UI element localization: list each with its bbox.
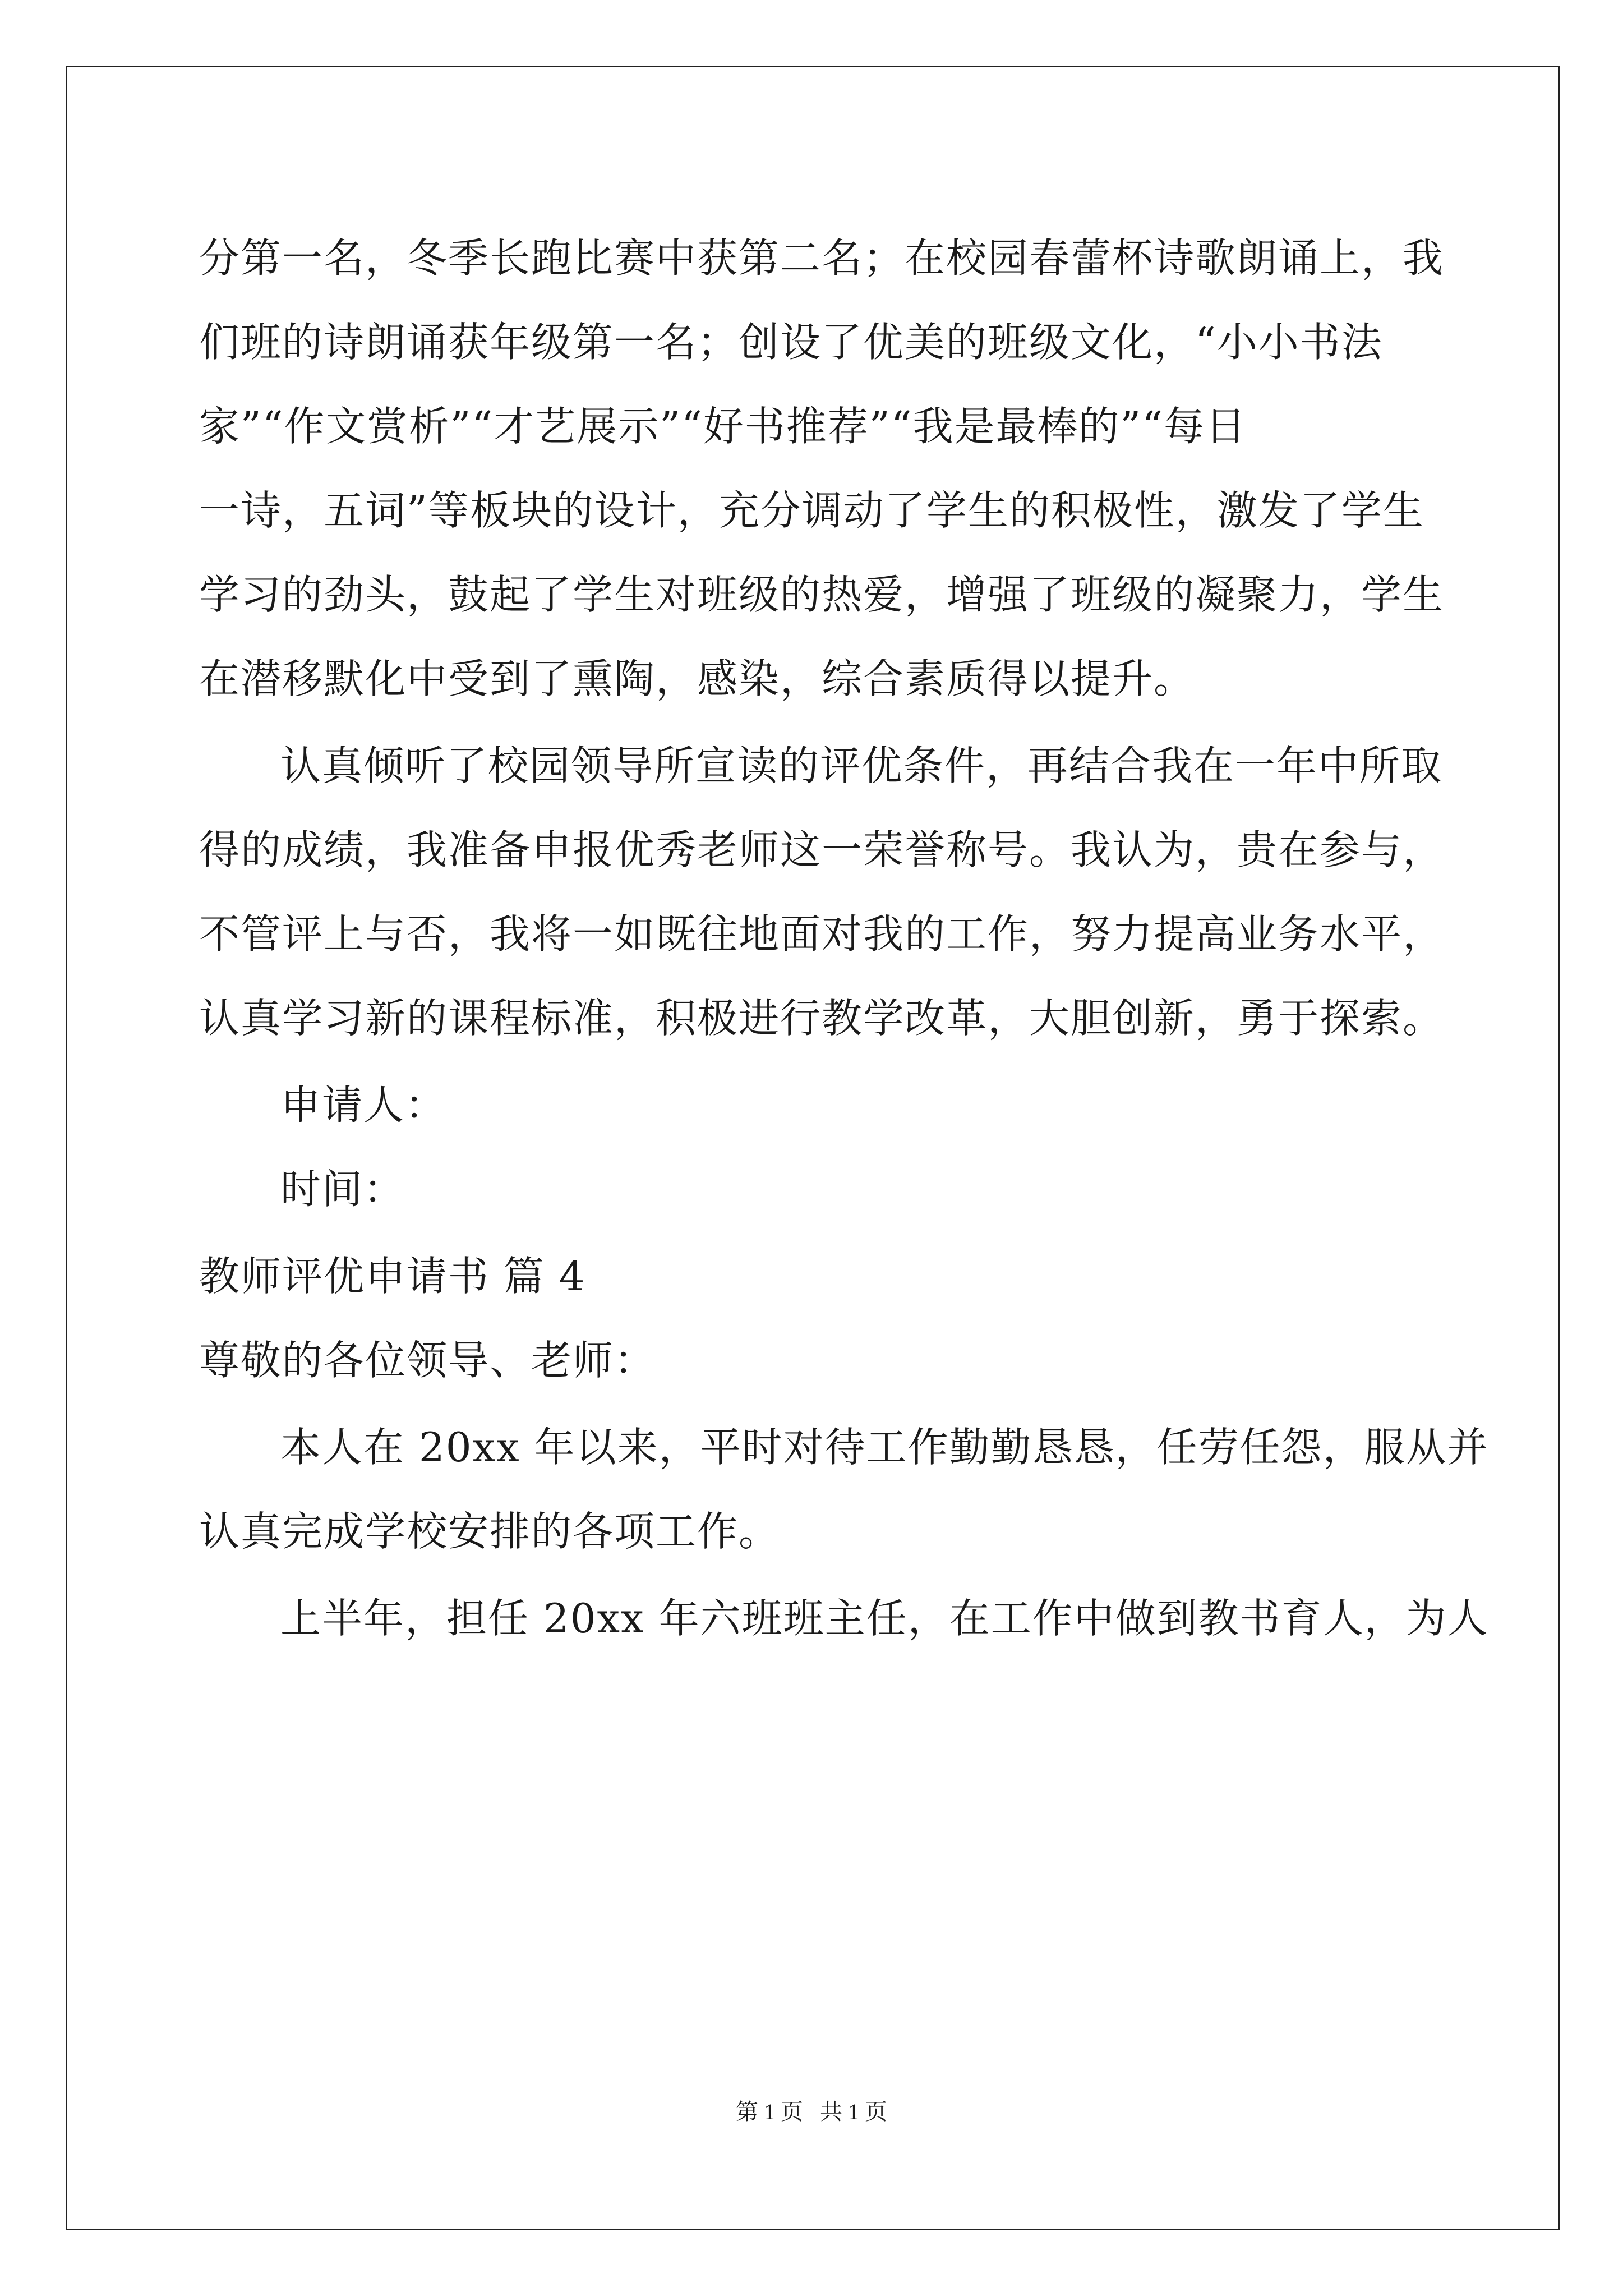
paragraph-start-line: 本人在 20xx 年以来，平时对待工作勤勤恳恳，任劳任怨，服从并 — [280, 1424, 1489, 1471]
body-line: 一诗，五词”等板块的设计，充分调动了学生的积极性，激发了学生 — [199, 487, 1424, 534]
page-number: 第 1 页 — [736, 2099, 803, 2124]
body-line: 们班的诗朗诵获年级第一名；创设了优美的班级文化，“小小书法 — [199, 319, 1383, 366]
page-footer — [0, 2095, 1623, 2129]
paragraph-start-line: 上半年，担任 20xx 年六班班主任，在工作中做到教书育人，为人 — [280, 1595, 1489, 1642]
date-label: 时间： — [280, 1166, 405, 1213]
body-line: 分第一名，冬季长跑比赛中获第二名；在校园春蕾杯诗歌朗诵上，我 — [199, 234, 1445, 282]
body-line: 家”“作文赏析”“才艺展示”“好书推荐”“我是最棒的”“每日 — [199, 403, 1247, 450]
salutation: 尊敬的各位领导、老师： — [199, 1337, 656, 1384]
body-line: 在潜移默化中受到了熏陶，感染，综合素质得以提升。 — [199, 655, 1196, 702]
page-total: 共 1 页 — [820, 2099, 887, 2124]
body-line: 不管评上与否，我将一如既往地面对我的工作，努力提高业务水平， — [199, 910, 1445, 958]
body-line: 得的成绩，我准备申报优秀老师这一荣誉称号。我认为，贵在参与， — [199, 826, 1445, 873]
body-line: 学习的劲头，鼓起了学生对班级的热爱，增强了班级的凝聚力，学生 — [199, 571, 1445, 618]
body-line: 认真学习新的课程标准，积极进行教学改革，大胆创新，勇于探索。 — [199, 995, 1445, 1042]
section-heading: 教师评优申请书 篇 4 — [199, 1253, 586, 1300]
body-line: 认真完成学校安排的各项工作。 — [199, 1508, 781, 1555]
applicant-label: 申请人： — [280, 1082, 447, 1129]
paragraph-start-line: 认真倾听了校园领导所宣读的评优条件，再结合我在一年中所取 — [280, 742, 1443, 789]
